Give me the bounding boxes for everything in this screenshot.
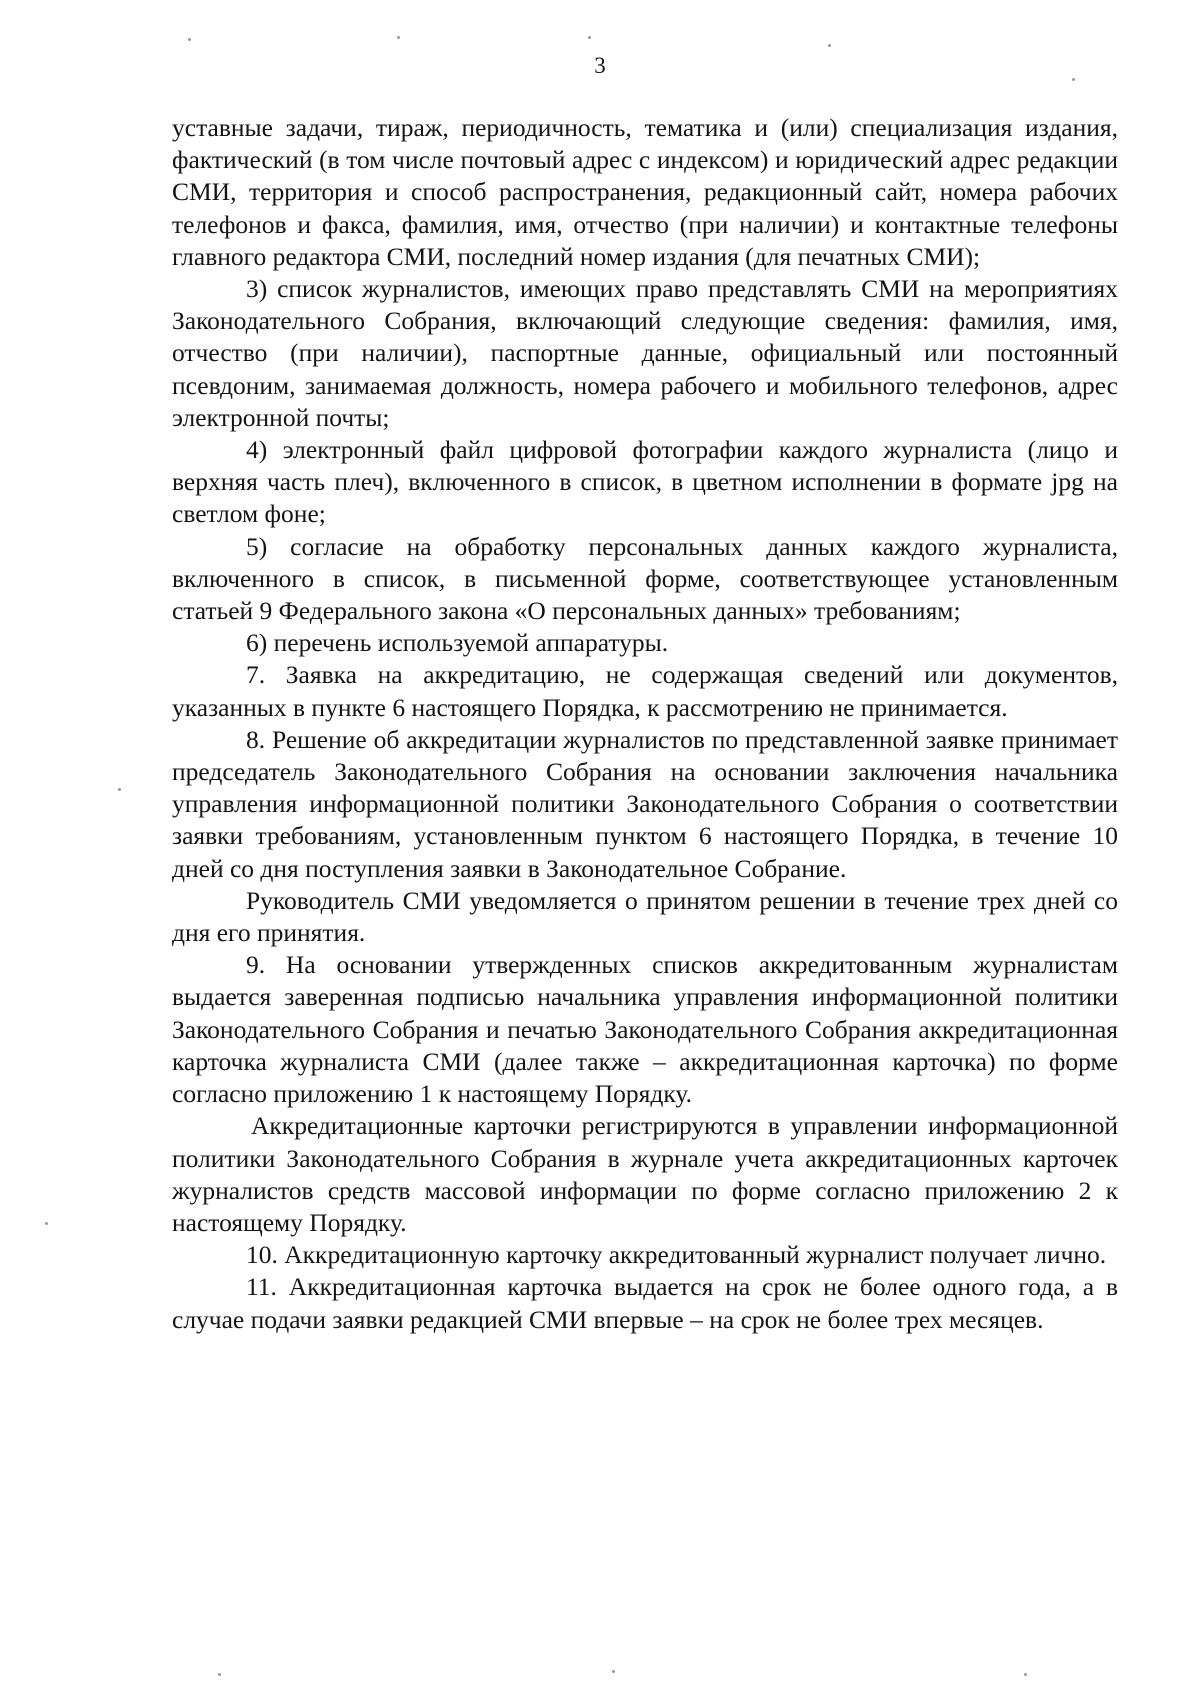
- scan-speck: [397, 36, 400, 39]
- paragraph-notification: Руководитель СМИ уведомляется о принятом решении в течение трех дней со дня его принятия.: [172, 885, 1118, 948]
- paragraph-clause-9: 9. На основании утвержденных списков аккредитованным журналистам выдается заверенная подписью начальника управления информационной политики Законодательного Собрания и печатью Законодательного Собрания аккредитационная карточка журналиста СМИ (далее также – аккредитационная карточка) по форме согласно приложению 1 к настоящему Порядку.: [172, 950, 1118, 1109]
- scan-speck: [588, 36, 591, 39]
- scan-speck: [45, 1222, 48, 1225]
- paragraph-item-6: 6) перечень используемой аппаратуры.: [246, 628, 669, 658]
- paragraph-item-3: 3) список журналистов, имеющих право представлять СМИ на мероприятиях Законодательного Собрания, включающий следующие сведения: фамилия, имя, отчество (при наличии), паспортные данные, официальный или постоянный псевдоним, занимаемая должность, номера рабочего и мобильного телефонов, адрес электронной почты;: [172, 274, 1118, 432]
- paragraph-clause-8: 8. Решение об аккредитации журналистов по представленной заявке принимает председатель Законодательного Собрания на основании заключения начальника управления информационной политики Законодательного Собрания о соответствии заявки требованиям, установленным пунктом 6 настоящего Порядка, в течение 10 дней со дня поступления заявки в Законодательное Собрание.: [172, 724, 1118, 883]
- scan-speck: [612, 1670, 615, 1673]
- paragraph-registration: Аккредитационные карточки регистрируются в управлении информационной политики Законодательного Собрания в журнале учета аккредитационных карточек журналистов средств массовой информации по форме согласно приложению 2 к настоящему Порядку.: [172, 1111, 1118, 1237]
- scan-speck: [188, 38, 191, 41]
- paragraph-item-4: 4) электронный файл цифровой фотографии каждого журналиста (лицо и верхняя часть плеч), включенного в список, в цветном исполнении в формате jpg на светлом фоне;: [172, 435, 1118, 529]
- scan-speck: [118, 788, 121, 791]
- scan-speck: [218, 1673, 221, 1676]
- page-number: 3: [594, 53, 606, 78]
- scan-speck: [828, 44, 831, 47]
- paragraph-item-5: 5) согласие на обработку персональных данных каждого журналиста, включенного в список, в письменной форме, соответствующее установленным статьей 9 Федерального закона «О персональных данных» требованиям;: [172, 531, 1118, 626]
- paragraph-continuation: уставные задачи, тираж, периодичность, тематика и (или) специализация издания, фактический (в том числе почтовый адрес с индексом) и юридический адрес редакции СМИ, территория и способ распространения, редакционный сайт, номера рабочих телефонов и факса, фамилия, имя, отчество (при наличии) и контактные телефоны главного редактора СМИ, последний номер издания (для печатных СМИ);: [172, 113, 1118, 271]
- paragraph-clause-11: 11. Аккредитационная карточка выдается на срок не более одного года, а в случае подачи заявки редакцией СМИ впервые – на срок не более трех месяцев.: [172, 1272, 1118, 1334]
- paragraph-clause-7: 7. Заявка на аккредитацию, не содержащая сведений или документов, указанных в пункте 6 настоящего Порядка, к рассмотрению не принимается.: [172, 660, 1118, 722]
- scan-speck: [1072, 78, 1075, 81]
- document-body: [172, 112, 1118, 1336]
- paragraph-clause-10: 10. Аккредитационную карточку аккредитованный журналист получает лично.: [246, 1240, 1107, 1270]
- scan-speck: [1024, 1673, 1027, 1676]
